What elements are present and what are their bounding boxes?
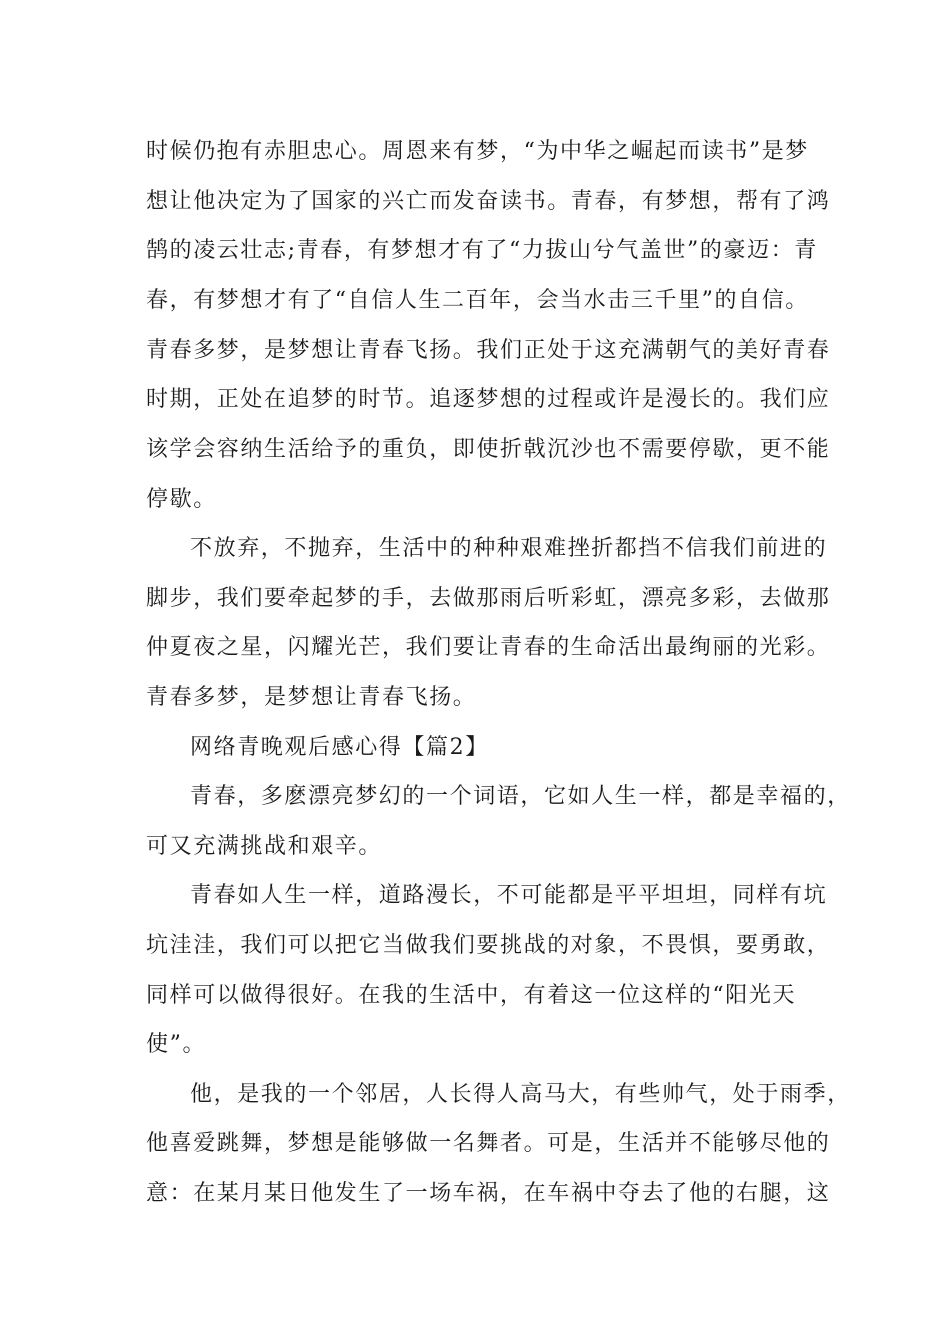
text-line: 意：在某月某日他发生了一场车祸，在车祸中夺去了他的右腿，这 xyxy=(146,1181,831,1206)
text-line: 春，有梦想才有了“自信人生二百年，会当水击三千里”的自信。 xyxy=(146,288,809,313)
text-line: 该学会容纳生活给予的重负，即使折戟沉沙也不需要停歇，更不能 xyxy=(146,437,831,462)
text-line: 脚步，我们要牵起梦的手，去做那雨后听彩虹，漂亮多彩，去做那 xyxy=(146,586,831,611)
text-line: 鹄的凌云壮志;青春，有梦想才有了“力拔山兮气盖世”的豪迈：青 xyxy=(146,238,818,263)
text-line: 青春多梦，是梦想让青春飞扬。 xyxy=(146,685,477,710)
text-line: 时候仍抱有赤胆忠心。周恩来有梦，“为中华之崛起而读书”是梦 xyxy=(146,139,809,164)
text-line: 他喜爱跳舞，梦想是能够做一名舞者。可是，生活并不能够尽他的 xyxy=(146,1131,831,1156)
text-line: 坑洼洼，我们可以把它当做我们要挑战的对象，不畏惧，要勇敢， xyxy=(146,933,831,958)
text-line: 同样可以做得很好。在我的生活中，有着这一位这样的“阳光天 xyxy=(146,983,797,1008)
text-line: 可又充满挑战和艰辛。 xyxy=(146,834,383,859)
text-line: 青春，多麽漂亮梦幻的一个词语，它如人生一样，都是幸福的， xyxy=(190,784,851,809)
text-line: 他，是我的一个邻居，人长得人高马大，有些帅气，处于雨季， xyxy=(190,1082,851,1107)
text-line: 停歇。 xyxy=(146,487,217,512)
text-line: 青春如人生一样，道路漫长，不可能都是平平坦坦，同样有坑 xyxy=(190,883,828,908)
text-line: 想让他决定为了国家的兴亡而发奋读书。青春，有梦想，帮有了鸿 xyxy=(146,189,831,214)
text-line: 不放弃，不抛弃，生活中的种种艰难挫折都挡不信我们前进的 xyxy=(190,536,828,561)
section-heading: 网络青晚观后感心得【篇2】 xyxy=(190,735,489,760)
text-line: 青春多梦，是梦想让青春飞扬。我们正处于这充满朝气的美好青春 xyxy=(146,338,831,363)
text-line: 使”。 xyxy=(146,1032,207,1057)
text-line: 时期，正处在追梦的时节。追逐梦想的过程或许是漫长的。我们应 xyxy=(146,387,831,412)
text-line: 仲夏夜之星，闪耀光芒，我们要让青春的生命活出最绚丽的光彩。 xyxy=(146,635,831,660)
